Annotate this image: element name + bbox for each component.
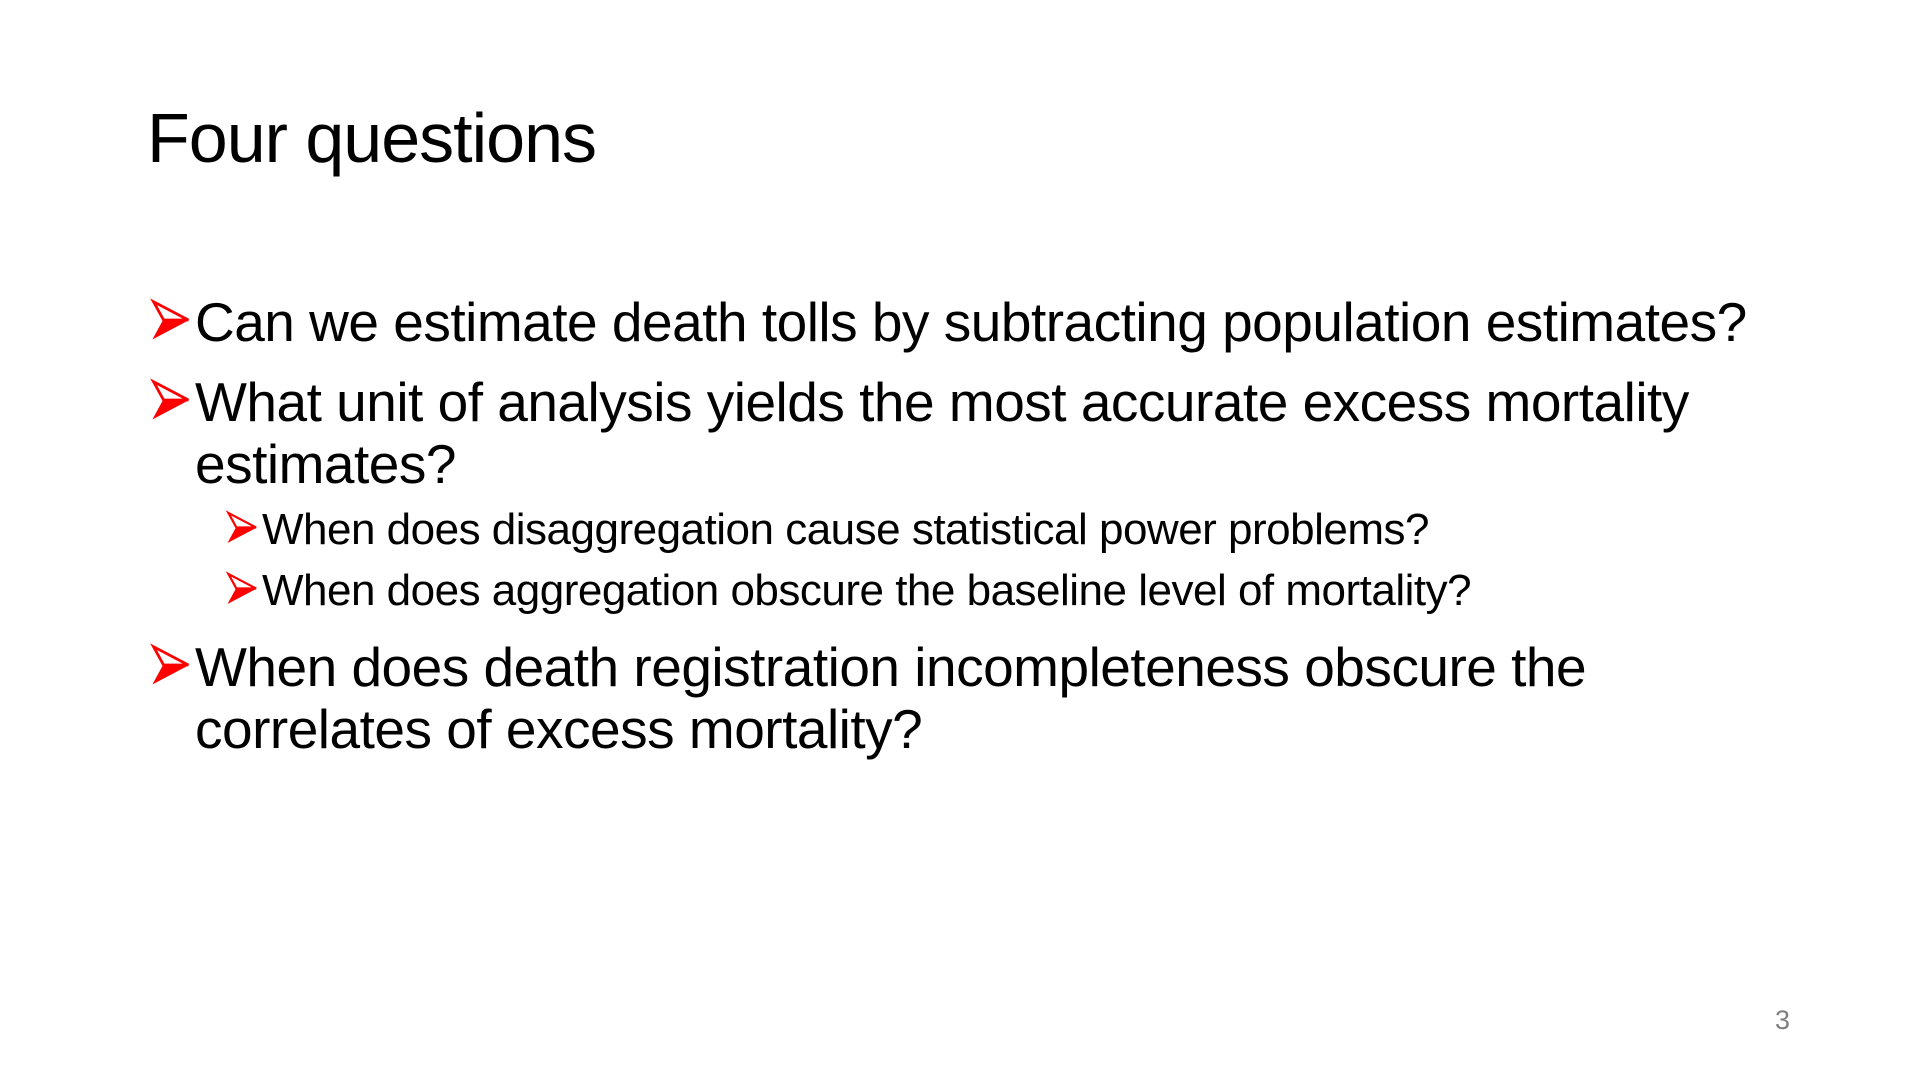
slide-page-number: 3 xyxy=(1774,1005,1790,1035)
arrowhead-bullet-icon xyxy=(148,636,195,687)
bullet-item xyxy=(148,291,1828,353)
arrowhead-bullet-icon xyxy=(148,291,195,342)
bullet-item xyxy=(148,636,1828,760)
slide-title: Four questions xyxy=(147,99,597,177)
bullet-text: When does disaggregation cause statistical power problems? xyxy=(262,505,1429,554)
bullet-text: Can we estimate death tolls by subtracting population estimates? xyxy=(195,291,1747,353)
bullet-text: What unit of analysis yields the most accurate excess mortality estimates? xyxy=(195,371,1689,495)
bullet-text: When does aggregation obscure the baseline level of mortality? xyxy=(262,566,1472,615)
arrowhead-bullet-icon xyxy=(224,499,262,545)
bullet-text: When does death registration incompleteness obscure the correlates of excess mortality? xyxy=(195,636,1587,760)
bullet-list xyxy=(148,291,1828,760)
arrowhead-bullet-icon xyxy=(148,371,195,422)
arrowhead-bullet-icon xyxy=(224,560,262,606)
sub-bullet-item xyxy=(224,560,1828,621)
bullet-item xyxy=(148,371,1828,495)
sub-bullet-item xyxy=(224,499,1828,560)
